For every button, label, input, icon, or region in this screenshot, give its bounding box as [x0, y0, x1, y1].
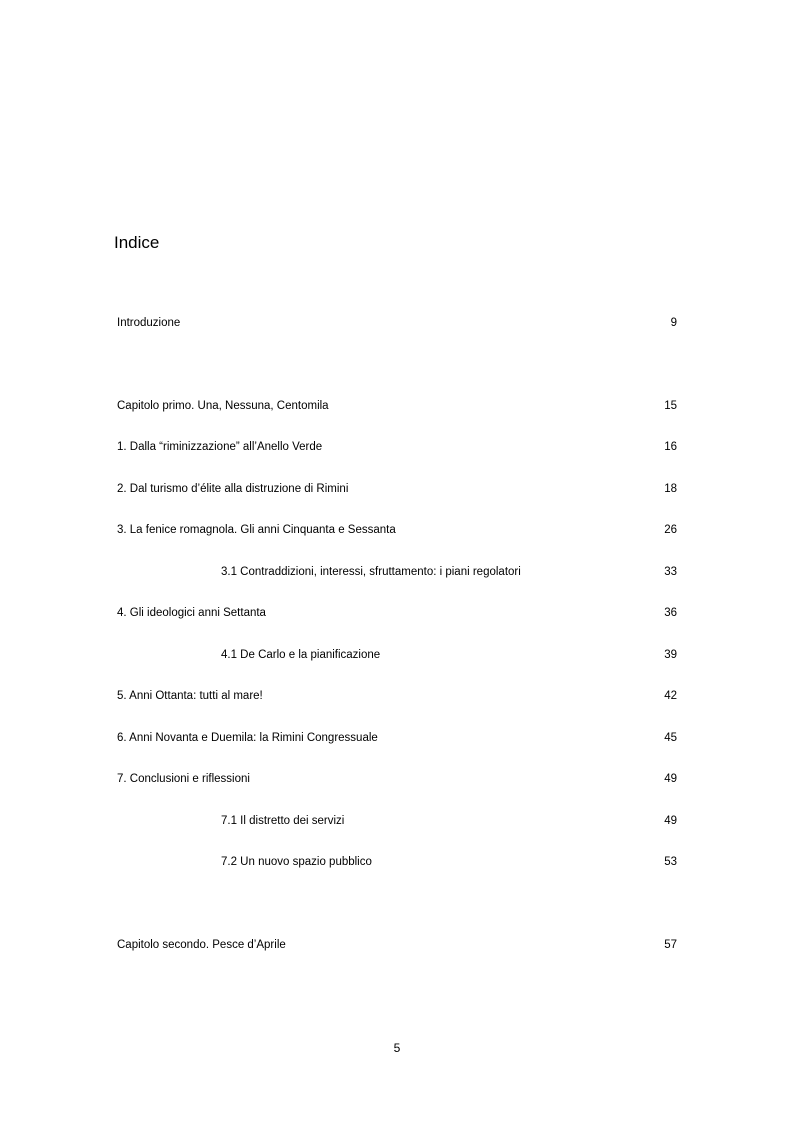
toc-entry-label: 7. Conclusioni e riflessioni: [117, 773, 250, 785]
toc-entry-label: 6. Anni Novanta e Duemila: la Rimini Congressuale: [117, 732, 378, 744]
toc-entry-page: 49: [664, 815, 677, 827]
toc-entry-page: 45: [664, 732, 677, 744]
toc-entry-page: 57: [664, 939, 677, 951]
toc-entry-section-3: [117, 522, 677, 538]
toc-entry-section-7: [117, 771, 677, 787]
toc-entry-section-7-1: [117, 813, 677, 829]
page-number: 5: [393, 1041, 401, 1055]
toc-entry-page: 9: [670, 317, 677, 329]
toc-entry-introduzione: [117, 315, 677, 331]
toc-entry-page: 26: [664, 524, 677, 536]
toc-entry-label: Capitolo primo. Una, Nessuna, Centomila: [117, 400, 329, 412]
toc-entry-label: Capitolo secondo. Pesce d’Aprile: [117, 939, 286, 951]
toc-entry-section-6: [117, 730, 677, 746]
toc-entry-page: 16: [664, 441, 677, 453]
toc-entry-page: 15: [664, 400, 677, 412]
toc-entry-label: 7.1 Il distretto dei servizi: [221, 815, 345, 827]
toc-entry-page: 18: [664, 483, 677, 495]
toc-entry-section-1: [117, 439, 677, 455]
toc-entry-label: 2. Dal turismo d’élite alla distruzione di Rimini: [117, 483, 349, 495]
toc-entry-page: 39: [664, 649, 677, 661]
toc-entry-page: 33: [664, 566, 677, 578]
toc-entry-capitolo-primo: [117, 398, 677, 414]
toc-entry-page: 42: [664, 690, 677, 702]
toc-entry-page: 53: [664, 856, 677, 868]
toc-entry-section-3-1: [117, 564, 677, 580]
toc-entry-capitolo-secondo: [117, 937, 677, 953]
toc-entry-page: 36: [664, 607, 677, 619]
toc-entry-label: Introduzione: [117, 317, 181, 329]
toc-entry-label: 1. Dalla “riminizzazione” all’Anello Verde: [117, 441, 323, 453]
toc-entry-label: 3.1 Contraddizioni, interessi, sfruttamento: i piani regolatori: [221, 566, 521, 578]
toc-entry-label: 4.1 De Carlo e la pianificazione: [221, 649, 381, 661]
toc-entry-section-4-1: [117, 647, 677, 663]
toc-entry-section-2: [117, 481, 677, 497]
toc-entry-label: 7.2 Un nuovo spazio pubblico: [221, 856, 372, 868]
toc-entry-label: 5. Anni Ottanta: tutti al mare!: [117, 690, 263, 702]
toc-entry-section-7-2: [117, 854, 677, 870]
toc-entry-label: 3. La fenice romagnola. Gli anni Cinquanta e Sessanta: [117, 524, 396, 536]
toc-entry-section-5: [117, 688, 677, 704]
toc-title: Indice: [114, 233, 160, 252]
toc-entry-page: 49: [664, 773, 677, 785]
toc-entry-section-4: [117, 605, 677, 621]
toc-entry-label: 4. Gli ideologici anni Settanta: [117, 607, 266, 619]
